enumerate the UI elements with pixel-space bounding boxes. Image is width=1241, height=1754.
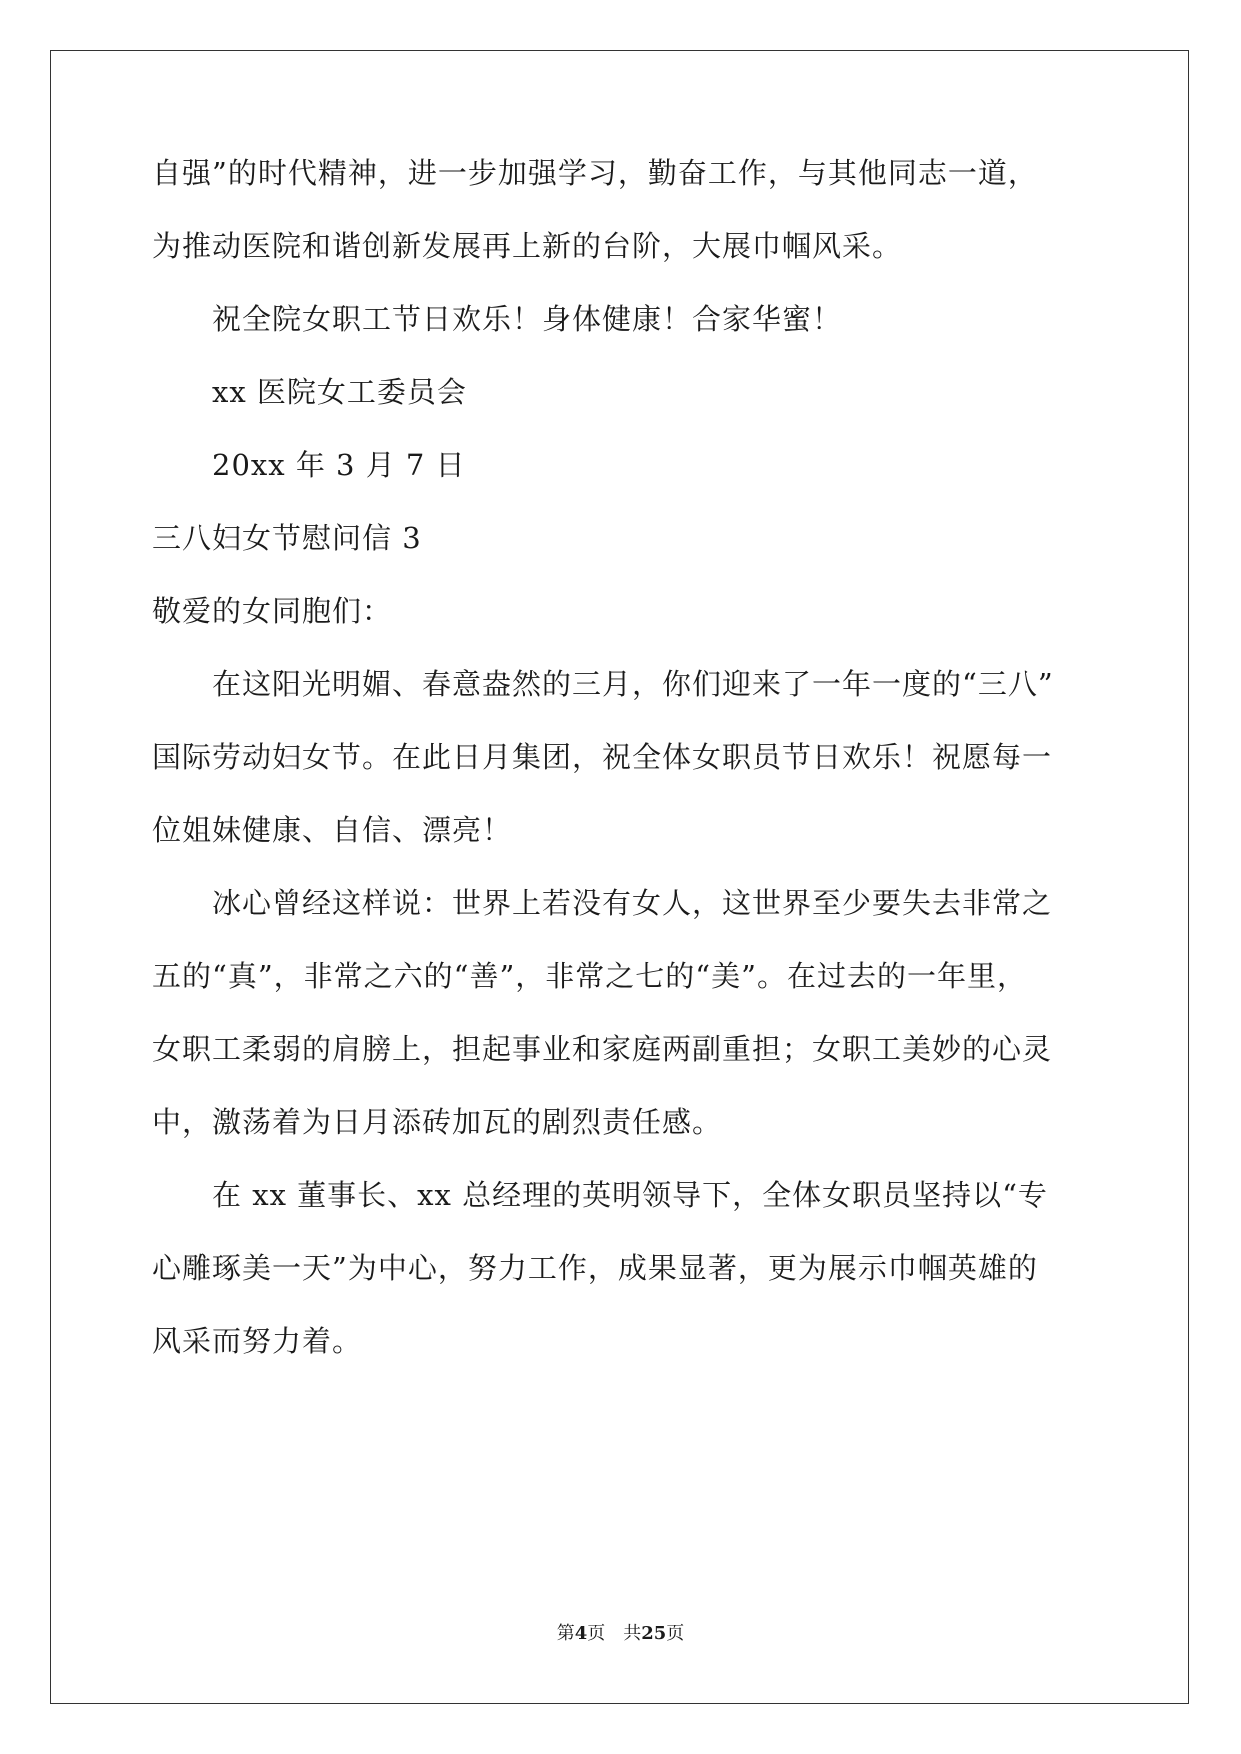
page-current: 4	[574, 1623, 588, 1644]
body-line-8: 在这阳光明媚、春意盎然的三月，你们迎来了一年一度的“三八”	[212, 667, 1054, 701]
signature-date: 20xx 年 3 月 7 日	[212, 448, 466, 482]
signature-org: xx 医院女工委员会	[212, 375, 467, 409]
page-footer	[0, 1622, 1241, 1646]
page-suffix: 页	[587, 1623, 606, 1644]
page-total: 25	[641, 1623, 667, 1644]
body-line-9: 国际劳动妇女节。在此日月集团，祝全体女职员节日欢乐！祝愿每一	[152, 740, 1053, 774]
page-prefix: 第	[556, 1623, 575, 1644]
body-line-1: 自强”的时代精神，进一步加强学习，勤奋工作，与其他同志一道，	[152, 156, 1038, 190]
body-line-16: 心雕琢美一天”为中心，努力工作，成果显著，更为展示巾帼英雄的	[152, 1251, 1038, 1285]
section-title: 三八妇女节慰问信 3	[152, 521, 422, 555]
body-line-11: 冰心曾经这样说：世界上若没有女人，这世界至少要失去非常之	[212, 886, 1053, 920]
body-line-12: 五的“真”，非常之六的“善”，非常之七的“美”。在过去的一年里，	[152, 959, 1027, 993]
greeting-wish: 祝全院女职工节日欢乐！身体健康！合家华蜜！	[212, 302, 843, 336]
body-line-15: 在 xx 董事长、xx 总经理的英明领导下，全体女职员坚持以“专	[212, 1178, 1048, 1212]
body-line-14: 中，激荡着为日月添砖加瓦的剧烈责任感。	[152, 1105, 723, 1139]
salutation: 敬爱的女同胞们：	[152, 594, 393, 628]
total-suffix: 页	[666, 1623, 685, 1644]
body-line-13: 女职工柔弱的肩膀上，担起事业和家庭两副重担；女职工美妙的心灵	[152, 1032, 1053, 1066]
body-line-2: 为推动医院和谐创新发展再上新的台阶，大展巾帼风采。	[152, 229, 903, 263]
body-line-17: 风采而努力着。	[152, 1324, 363, 1358]
total-prefix: 共	[623, 1623, 642, 1644]
body-line-10: 位姐妹健康、自信、漂亮！	[152, 813, 513, 847]
